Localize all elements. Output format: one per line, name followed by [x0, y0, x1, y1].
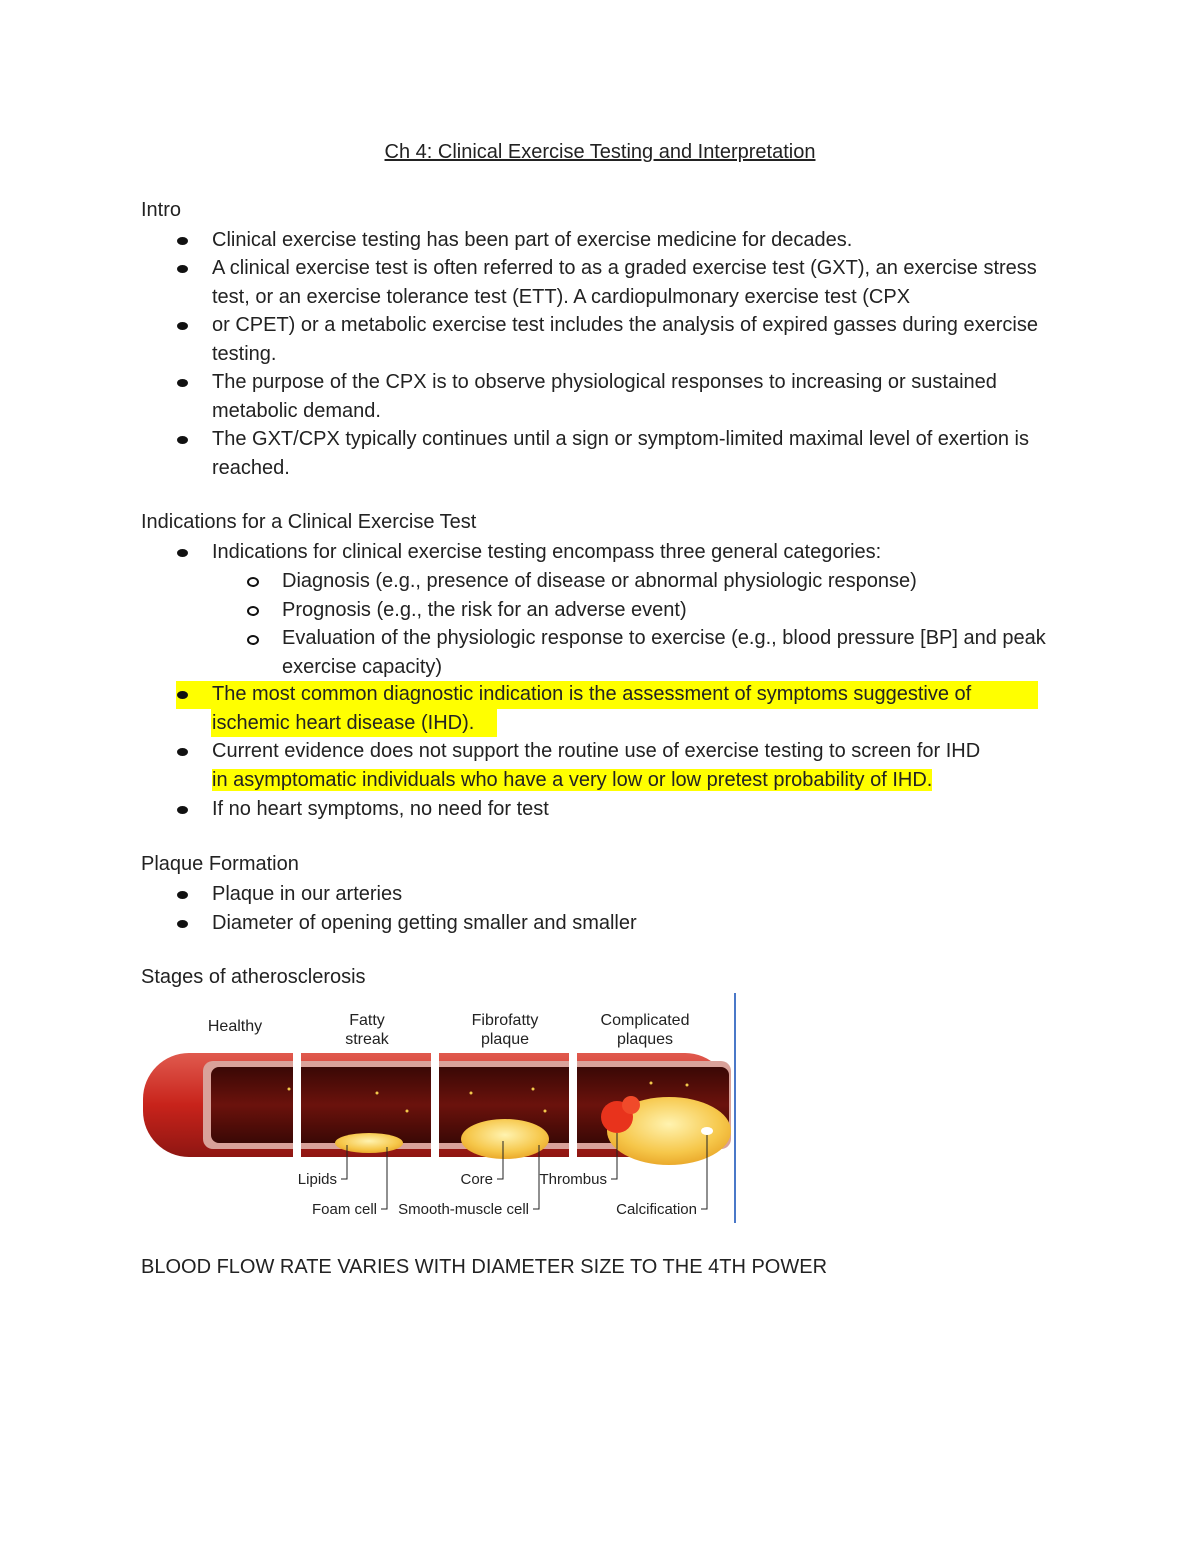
stage-label-fibro-1: Fibrofatty	[471, 1012, 539, 1029]
stage-label-fibro-2: plaque	[480, 1031, 530, 1048]
bullet-dot	[177, 748, 188, 756]
indications-bullet-4: If no heart symptoms, no need for test	[212, 798, 549, 820]
particle-dot	[376, 1092, 379, 1095]
particle-dot	[288, 1088, 291, 1091]
particle-dot	[650, 1082, 653, 1085]
intro-bullet-4: The purpose of the CPX is to observe physiological responses to increasing or sustained metabolic demand.	[212, 371, 997, 422]
intro-bullet-2: A clinical exercise test is often referred to as a graded exercise test (GXT), an exercise stress test, or an exercise tolerance test (ETT). A cardiopulmonary exercise test (CPX	[212, 257, 1037, 308]
indications-sub-1: Diagnosis (e.g., presence of disease or abnormal physiologic response)	[282, 570, 917, 592]
bullet-dot	[177, 920, 188, 928]
bullet-dot	[177, 891, 188, 899]
plaque-heading: Plaque Formation	[141, 853, 299, 875]
section-divider	[569, 1051, 577, 1159]
label-foam-cell: Foam cell	[311, 1201, 377, 1218]
plaque-bullet-1: Plaque in our arteries	[212, 883, 403, 905]
label-thrombus: Thrombus	[539, 1171, 607, 1188]
intro-bullet-3: or CPET) or a metabolic exercise test includes the analysis of expired gasses during exercise testing.	[212, 314, 1038, 365]
sub-bullet-circle	[247, 635, 259, 645]
indications-sub-3: Evaluation of the physiologic response to exercise (e.g., blood pressure [BP] and peak exercise capacity)	[282, 627, 1046, 678]
bullet-dot	[177, 322, 188, 330]
indications-bullet-2: The most common diagnostic indication is the assessment of symptoms suggestive of ischemic heart disease (IHD).	[212, 683, 972, 734]
indications-bullet-1: Indications for clinical exercise testing encompass three general categories:	[212, 541, 882, 563]
indications-bullet-3	[212, 737, 1072, 794]
label-lipids: Lipids	[297, 1171, 337, 1188]
particle-dot	[544, 1110, 547, 1113]
calcification-spot	[701, 1127, 713, 1135]
fatty-streak-deposit	[335, 1133, 403, 1153]
label-calcification: Calcification	[616, 1201, 697, 1218]
bullet-dot	[177, 436, 188, 444]
plaque-bullet-2: Diameter of opening getting smaller and smaller	[212, 912, 637, 934]
particle-dot	[686, 1084, 689, 1087]
section-divider	[293, 1051, 301, 1159]
label-core: Core	[460, 1171, 493, 1188]
indications-heading: Indications for a Clinical Exercise Test	[141, 511, 477, 533]
stages-heading: Stages of atherosclerosis	[141, 966, 366, 988]
bullet-dot	[177, 265, 188, 273]
particle-dot	[406, 1110, 409, 1113]
atherosclerosis-figure	[141, 993, 737, 1225]
intro-heading: Intro	[141, 199, 182, 221]
stage-label-complicated-2: plaques	[616, 1031, 674, 1048]
bullet-dot	[177, 379, 188, 387]
bullet-dot	[177, 691, 188, 699]
fibrofatty-plaque-deposit	[461, 1119, 549, 1159]
stage-label-fatty-2: streak	[345, 1031, 389, 1048]
particle-dot	[470, 1092, 473, 1095]
stage-label-healthy: Healthy	[207, 1018, 263, 1035]
bullet-dot	[177, 806, 188, 814]
intro-bullet-5: The GXT/CPX typically continues until a sign or symptom-limited maximal level of exertion is reached.	[212, 428, 1029, 479]
label-smooth-muscle-cell: Smooth-muscle cell	[398, 1201, 529, 1218]
bullet-dot	[177, 549, 188, 557]
indications-sub-2: Prognosis (e.g., the risk for an adverse event)	[282, 599, 687, 621]
intro-bullet-1: Clinical exercise testing has been part of exercise medicine for decades.	[212, 229, 853, 251]
particle-dot	[532, 1088, 535, 1091]
page-title: Ch 4: Clinical Exercise Testing and Interpretation	[384, 141, 816, 163]
sub-bullet-circle	[247, 577, 259, 587]
indications-bullet-3-highlight: in asymptomatic individuals who have a very low or low pretest probability of IHD.	[212, 768, 933, 791]
indications-bullet-3-text: Current evidence does not support the routine use of exercise testing to screen for IHD	[212, 740, 981, 762]
footer-statement: BLOOD FLOW RATE VARIES WITH DIAMETER SIZE TO THE 4TH POWER	[141, 1256, 828, 1278]
stage-label-fatty-1: Fatty	[349, 1012, 385, 1029]
section-divider	[431, 1051, 439, 1159]
sub-bullet-circle	[247, 606, 259, 616]
stage-label-complicated-1: Complicated	[600, 1012, 690, 1029]
thrombus-mass	[622, 1096, 640, 1114]
bullet-dot	[177, 237, 188, 245]
